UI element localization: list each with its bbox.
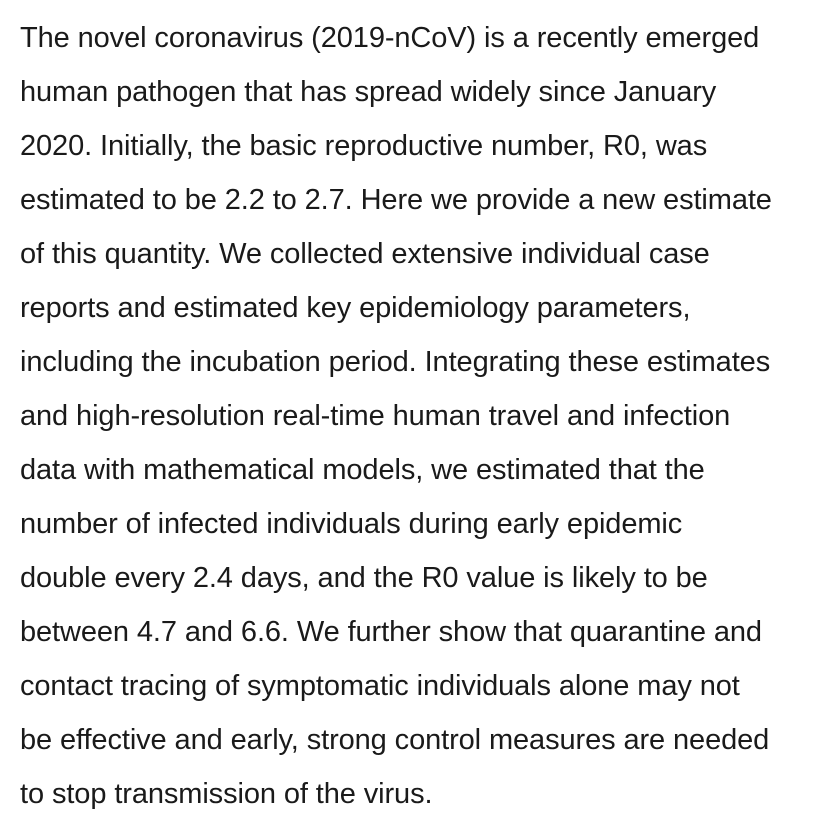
text-line: number of infected individuals during early epidemic bbox=[20, 508, 683, 540]
abstract-text bbox=[20, 11, 827, 821]
text-line: estimated to be 2.2 to 2.7. Here we provide a new estimate bbox=[20, 184, 772, 216]
text-line: of this quantity. We collected extensive individual case bbox=[20, 238, 710, 270]
text-line: including the incubation period. Integrating these estimates bbox=[20, 346, 771, 378]
text-line: data with mathematical models, we estimated that the bbox=[20, 454, 705, 486]
text-line: 2020. Initially, the basic reproductive number, R0, was bbox=[20, 130, 708, 162]
text-line: and high-resolution real-time human travel and infection bbox=[20, 400, 731, 432]
text-line: contact tracing of symptomatic individuals alone may not bbox=[20, 670, 740, 702]
text-line: The novel coronavirus (2019-nCoV) is a recently emerged bbox=[20, 22, 760, 54]
text-line: between 4.7 and 6.6. We further show that quarantine and bbox=[20, 616, 762, 648]
text-line: be effective and early, strong control measures are needed bbox=[20, 724, 770, 756]
text-line: to stop transmission of the virus. bbox=[20, 778, 433, 810]
text-line: human pathogen that has spread widely since January bbox=[20, 76, 717, 108]
text-line: reports and estimated key epidemiology parameters, bbox=[20, 292, 691, 324]
text-line: double every 2.4 days, and the R0 value is likely to be bbox=[20, 562, 708, 594]
